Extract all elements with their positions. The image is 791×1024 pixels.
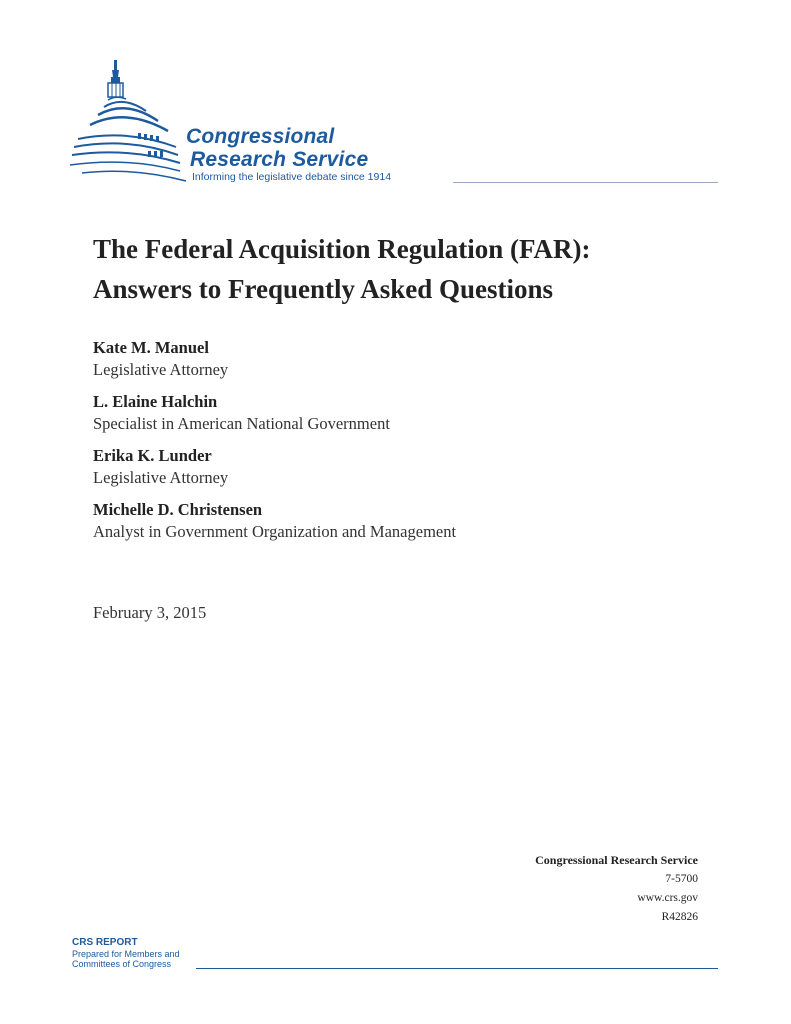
report-website: www.crs.gov xyxy=(637,892,698,904)
footer-line-2: Prepared for Members and xyxy=(72,948,180,959)
tagline: Informing the legislative debate since 1914 xyxy=(192,171,392,183)
footer-divider xyxy=(196,968,718,969)
title-line-1: The Federal Acquisition Regulation (FAR): xyxy=(93,234,591,264)
author-role: Legislative Attorney xyxy=(93,468,229,487)
report-phone: 7-5700 xyxy=(665,873,698,885)
publication-date: February 3, 2015 xyxy=(93,603,207,622)
crs-logo xyxy=(68,55,728,195)
author-role: Analyst in Government Organization and Management xyxy=(93,522,457,541)
author-entry xyxy=(93,445,456,489)
capitol-dome-icon xyxy=(68,55,188,190)
report-org: Congressional Research Service xyxy=(535,853,698,867)
author-name: Michelle D. Christensen xyxy=(93,500,263,519)
tagline-divider xyxy=(453,182,718,183)
document-title xyxy=(93,229,590,309)
org-name-line2: Research Service xyxy=(190,148,369,171)
report-info xyxy=(535,851,698,927)
footer-label xyxy=(72,938,180,970)
author-entry xyxy=(93,337,456,381)
org-name-line1: Congressional xyxy=(186,125,335,148)
author-entry xyxy=(93,499,456,543)
author-role: Legislative Attorney xyxy=(93,360,229,379)
author-name: Erika K. Lunder xyxy=(93,446,212,465)
org-name xyxy=(186,125,368,171)
title-line-2: Answers to Frequently Asked Questions xyxy=(93,274,554,304)
footer-report-label: CRS REPORT xyxy=(72,937,138,948)
author-entry xyxy=(93,391,456,435)
footer-line-3: Committees of Congress xyxy=(72,959,172,969)
author-list xyxy=(93,337,456,553)
author-name: Kate M. Manuel xyxy=(93,338,209,357)
author-name: L. Elaine Halchin xyxy=(93,392,218,411)
report-number: R42826 xyxy=(661,911,698,923)
author-role: Specialist in American National Government xyxy=(93,414,390,433)
